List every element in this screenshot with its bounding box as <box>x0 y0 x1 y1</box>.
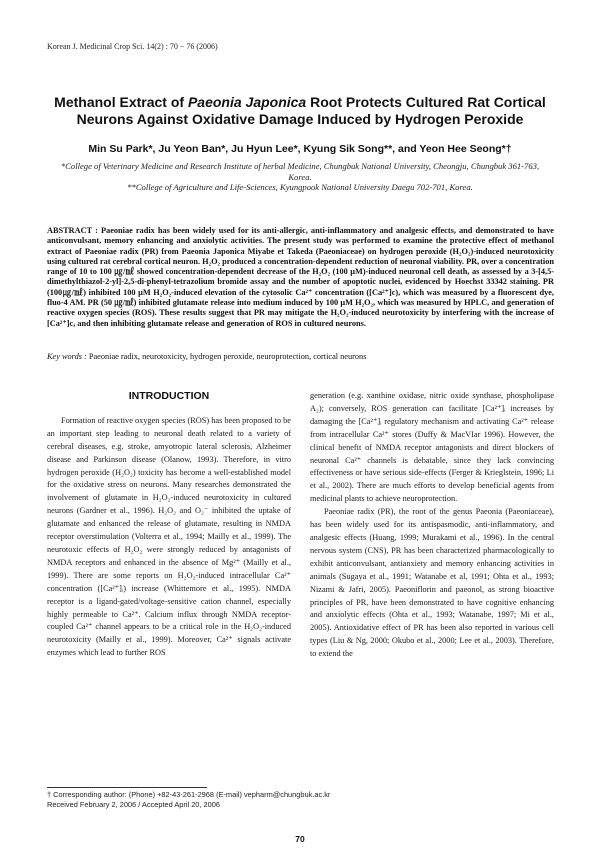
title-species: Paeonia Japonica <box>187 94 307 110</box>
keywords-text: Paeoniae radix, neurotoxicity, hydrogen peroxide, neuroprotection, cortical neurons <box>88 352 367 361</box>
right-column <box>310 390 554 661</box>
author-list: Min Su Park*, Ju Yeon Ban*, Ju Hyun Lee*, Kyung Sik Song**, and Yeon Hee Seong*† <box>88 143 512 155</box>
title-part-1: Methanol Extract of <box>54 94 188 110</box>
intro-paragraph-2: Paeoniae radix (PR), the root of the genus Paeonia (Paeoniaceae), has been widely used for its antispasmodic, anti-inflammatory, and analgesic effects (Huang, 1999; Murakami et al., 1996). In the central nervous system (CNS), PR has been characterized pharmacologically to exhibit anticonvulsant, antianxiety and memory enhancing activities in animals (Sugaya et al., 1991; Watanabe et al, 1991; Ohta et al., 1993; Nizami & Jafri, 2005). Paeoniflorin and paeonol, as strong bioactive principles of PR, have been demonstrated to have cognitive enhancing and anxiolytic effects (Ohta et al., 1993; Watanabe, 1997; Mi et al., 2005). Antioxidative effect of PR has been also reported in various cell types (Liu & Ng, 2000; Okubo et al., 2000; Lee et al., 2003). Therefore, to extend the <box>310 507 554 659</box>
abstract <box>47 226 554 329</box>
affiliation-2: **College of Agriculture and Life-Sciences, Kyungpook National University Daegu 702-701, Korea. <box>127 182 473 192</box>
keywords <box>47 352 554 362</box>
abstract-label: ABSTRACT : <box>47 226 101 235</box>
left-column <box>47 390 291 660</box>
journal-reference: Korean J. Medicinal Crop Sci. 14(2) : 70 − 76 (2006) <box>47 42 218 51</box>
page-number: 70 <box>295 834 305 844</box>
received-date-footnote: Received February 2, 2006 / Accepted April 20, 2006 <box>47 800 220 809</box>
corresponding-author-footnote: † Corresponding author: (Phone) +82-43-261-2968 (E-mail) vepharm@chungbuk.ac.kr <box>47 790 331 799</box>
affiliation-1: *College of Veterinary Medicine and Research Institute of herbal Medicine, Chungbuk National University, Cheongju, Chungbuk 361-763, Korea. <box>60 161 540 182</box>
paper-title <box>30 94 570 128</box>
intro-paragraph-1: Formation of reactive oxygen species (ROS) has been proposed to be an important step leading to neuronal death related to a variety of cerebral diseases, e.g. stroke, amyotropic lateral sclerosis, Alzheimer disease and Parkinson disease (Olanow, 1993). Therefore, in vitro hydrogen peroxide (H₂O₂) toxicity has become a well-established model for the oxidative stress on neurons. Many researches demonstrated the involvement of glutamate in H₂O₂-induced neurotoxicity in cultured neurons (Gardner et al., 1996). H₂O₂ and O₂⁻ inhibited the uptake of glutamate and enhanced the release of glutamate, resulting in NMDA receptor overstimulation (Volterra et al., 1994; Mailly et al., 1999). The neurotoxic effects of H₂O₂ were strongly reduced by antagonists of NMDA receptors and enhanced in the absence of Mg²⁺ (Mailly et al., 1999). There are some reports on H₂O₂-induced intracellular Ca²⁺ concentration ([Ca²⁺]ᵢ) increase (Whittemore et al., 1995). NMDA receptor is a ligand-gated/voltage-sensitive cation channel, especially highly permeable to Ca²⁺. Calcium influx through NMDA receptor-coupled Ca²⁺ channel appears to be a critical role in the H₂O₂-induced neurotoxicity (Mailly et al., 1999). Moreover, Ca²⁺ signals activate enzymes which lead to further ROS <box>47 415 291 658</box>
section-heading-introduction: INTRODUCTION <box>128 390 210 402</box>
title-part-2: Root Protects Cultured Rat Cortical Neurons Against Oxidative Damage Induced by Hydrogen Peroxide <box>76 94 546 127</box>
keywords-label: Key words : <box>47 352 89 361</box>
intro-paragraph-1-continued: generation (e.g. xanthine oxidase, nitric oxide synthase, phospholipase A₂); conversely, ROS generation can facilitate [Ca²⁺]ᵢ increases by damaging the [Ca²⁺]ᵢ regulatory mechanism and activating Ca²⁺ release from intracellular Ca²⁺ stores (Duffy & MacVIar 1996). However, the clinical benefit of NMDA receptor antagonists and direct blockers of neuronal Ca²⁺ channels is debatable, since they lack convincing effectiveness or have serious side-effects (Ferger & Krieglstein, 1996; Li et al., 2002). There are much efforts to develop beneficial agents from medicinal plants to achieve neuroprotection. <box>310 391 554 504</box>
abstract-text: Paeoniae radix has been widely used for its anti-allergic, anti-inflammatory and analgesic effects, and demonstrated to have anticonvulsant, memory enhancing and anxiolytic activities. The present study was performed to examine the protective effect of methanol extract of Paeoniae radix (PR) from Paeonia Japonica Miyabe et Takeda (Paeoniaceae) on hydrogen peroxide (H₂O₂)-induced neurotoxicity using cultured rat cerebral cortical neuron. H₂O₂ produced a concentration-dependent reduction of neuronal viability. PR, over a concentration range of 10 to 100 ㎍/㎖ showed concentration-dependent decrease of the H₂O₂ (100 μM)-induced neuronal cell death, as assessed by a 3-[4,5-dimethylthiazol-2-yl]-2,5-di-phenyl-tetrazolium bromide assay and the number of apoptotic nuclei, evidenced by Hoechst 33342 staining. PR (100㎍/㎖) inhibited 100 μM H₂O₂-induced elevation of the cytosolic Ca²⁺ concentration ([Ca²⁺]c), which was measured by a fluorescent dye, fluo-4 AM. PR (50 ㎍/㎖) inhibited glutamate release into medium induced by 100 μM H₂O₂, which was measured by HPLC, and generation of reactive oxygen species (ROS). These results suggest that PR may mitigate the H₂O₂-induced neurotoxicity by interfering with the increase of [Ca²⁺]c, and then inhibiting glutamate release and generation of ROS in cultured neurons. <box>47 226 554 328</box>
footnote-divider <box>47 787 207 788</box>
